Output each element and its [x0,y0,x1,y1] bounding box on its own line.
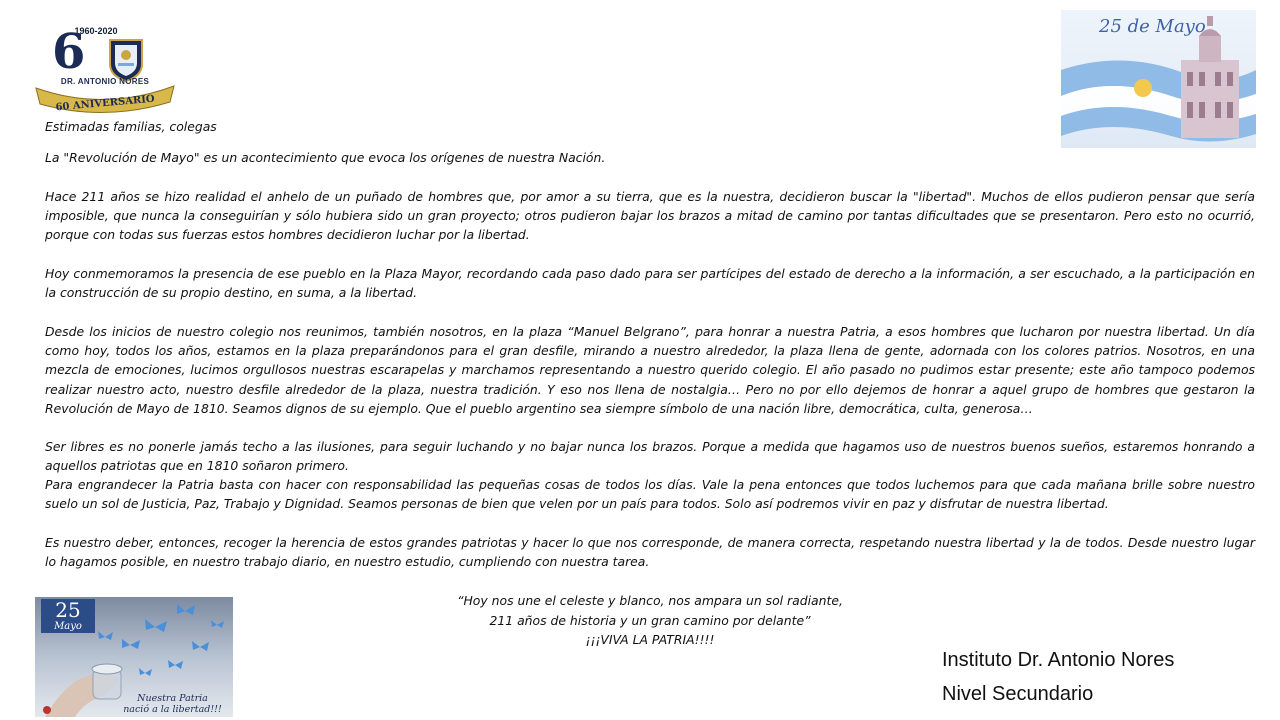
header-image-title: 25 de Mayo [1099,16,1206,37]
greeting: Estimadas familias, colegas [45,119,217,134]
logo-school-name: DR. ANTONIO NORES [60,77,150,86]
quote-line-2: 211 años de historia y un gran camino por delante” [489,612,811,628]
footer-caption [115,693,230,715]
paragraph-5: Para engrandecer la Patria basta con hacer con responsabilidad las pequeñas cosas de todos los días. Vale la pena entonces que todos luchemos para que cada mañana brille sobre nuestro suelo un sol de Justicia, Paz, Trabajo y Dignidad. Seamos personas de bien que velen por un país para todos. Solo así podremos vivir en paz y disfrutar de nuestra libertad. [45,477,1255,512]
footer-date-badge [41,599,95,633]
logo-number: 6 [52,24,86,80]
closing-quote [420,591,880,650]
school-crest-icon [106,38,146,82]
footer-caption-line-1: Nuestra Patria [137,693,208,704]
logo-ribbon-text: 60 ANIVERSARIO [55,93,156,114]
footer-caption-line-2: nació a la libertad!!! [123,704,222,715]
quote-line-1: “Hoy nos une el celeste y blanco, nos ampara un sol radiante, [457,593,843,608]
quote-line-3: ¡¡¡VIVA LA PATRIA!!!! [585,632,715,647]
paragraph-6: Es nuestro deber, entonces, recoger la herencia de estos grandes patriotas y hacer lo que nos corresponde, de manera correcta, respetando nuestra libertad y la de todos. Desde nuestro lugar lo hagamos posible, en nuestro trabajo diario, en nuestro estudio, cumpliendo con nuestra tarea. [45,535,1255,570]
paragraph-1: Hace 211 años se hizo realidad el anhelo de un puñado de hombres que, por amor a su tierra, que es la nuestra, decidieron buscar la "libertad". Muchos de ellos pudieron pensar que sería imposible, que nunca la conseguirían y sólo hubiera sido un gran proyecto; otros pudieron bajar los brazos a mitad de camino por tantas dificultades que se presentaron. Pero esto no ocurrió, porque con todas sus fuerzas estos hombres decidieron luchar por la libertad. [45,189,1255,243]
paragraph-4: Ser libres es no ponerle jamás techo a las ilusiones, para seguir luchando y no bajar nunca los brazos. Porque a medida que hagamos uso de nuestros buenos sueños, estaremos honrando a aquellos patriotas que en 1810 soñaron primero. [45,439,1255,474]
school-anniversary-logo [34,26,176,116]
footer-image-butterflies [35,597,233,717]
header-image-25-de-mayo [1061,10,1256,148]
school-level: Nivel Secundario [942,683,1094,705]
footer-month: Mayo [54,621,82,632]
logo-years: 1960-2020 [74,26,118,36]
paragraph-2: Hoy conmemoramos la presencia de ese pueblo en la Plaza Mayor, recordando cada paso dado para ser partícipes del estado de derecho a la información, a ser escuchado, a la participación en la construcción de su propio destino, en suma, a la libertad. [45,266,1255,301]
footer-day: 25 [55,598,81,622]
institution-name: Instituto Dr. Antonio Nores [942,649,1175,671]
logo-ribbon [34,82,176,116]
signature-block [942,645,1174,713]
paragraph-3: Desde los inicios de nuestro colegio nos reunimos, también nosotros, en la plaza “Manuel Belgrano”, para honrar a nuestra Patria, a esos hombres que lucharon por nuestra libertad. Un día como hoy, todos los años, estamos en la plaza preparándonos para el gran desfile, mirando a nuestro alrededor, la plaza llena de gente, adornada con los colores patrios. Nosotros, en una mezcla de emociones, lucimos orgullosos nuestras escarapelas y marchamos representando a nuestro querido colegio. El año pasado no pudimos estar presente; este año tampoco podemos realizar nuestro acto, nuestro desfile alrededor de la plaza, nuestra tradición. Y eso nos llena de nostalgia… Pero no por ello dejemos de honrar a aquel grupo de hombres que gestaron la Revolución de Mayo de 1810. Seamos dignos de su ejemplo. Que el pueblo argentino sea siempre símbolo de una nación libre, democrática, culta, generosa… [45,324,1255,416]
intro-paragraph: La "Revolución de Mayo" es un acontecimiento que evoca los orígenes de nuestra Nación. [45,150,606,165]
